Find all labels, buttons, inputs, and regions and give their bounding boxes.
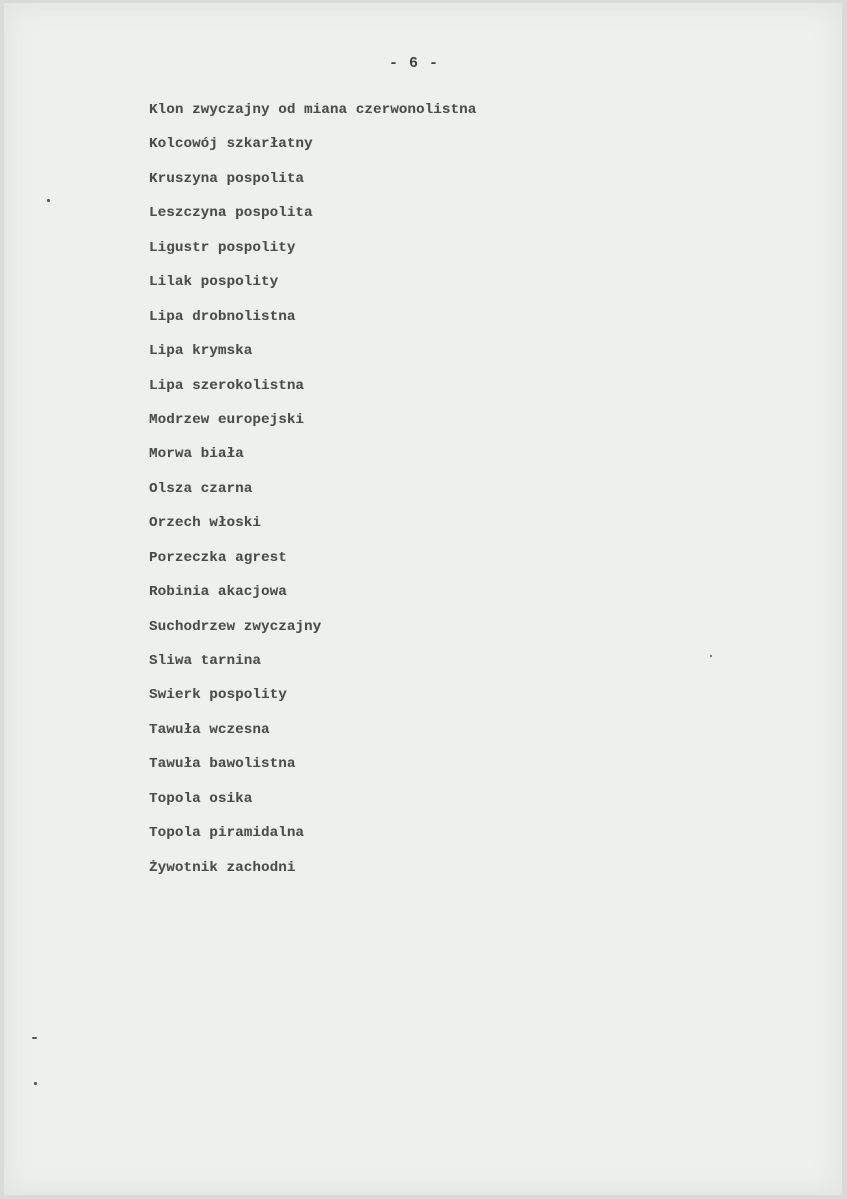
list-item: Kruszyna pospolita [149,170,305,187]
list-item: Tawuła bawolistna [149,756,296,773]
list-item: Robinia akacjowa [149,584,287,601]
list-item: Orzech włoski [149,515,261,532]
list-item: Sliwa tarnina [149,653,261,669]
list-item: Ligustr pospolity [149,239,296,256]
list-item: Topola osika [149,790,253,807]
list-item: Lipa szerokolistna [149,377,305,394]
list-item: Modrzew europejski [149,411,305,428]
margin-speck [32,1037,37,1039]
list-item: Żywotnik zachodni [149,859,296,876]
list-item: Lipa krymska [149,343,253,360]
list-item: Swierk pospolity [149,687,287,704]
margin-speck [710,655,712,657]
list-item: Olsza czarna [149,480,253,497]
list-item: Suchodrzew zwyczajny [149,618,322,635]
list-item: Tawuła wczesna [149,721,270,738]
margin-speck [47,199,50,202]
list-item: Lilak pospolity [149,274,279,291]
list-item: Topola piramidalna [149,825,305,842]
list-item: Lipa drobnolistna [149,308,296,325]
list-item: Klon zwyczajny od miana czerwonolistna [149,102,477,118]
list-item: Porzeczka agrest [149,549,287,566]
species-list [149,99,476,891]
list-item: Leszczyna pospolita [149,205,313,222]
document-page [4,3,842,1195]
margin-speck [34,1082,37,1085]
list-item: Morwa biała [149,446,244,463]
list-item: Kolcowój szkarłatny [149,136,313,153]
page-number: - 6 - [388,55,439,72]
